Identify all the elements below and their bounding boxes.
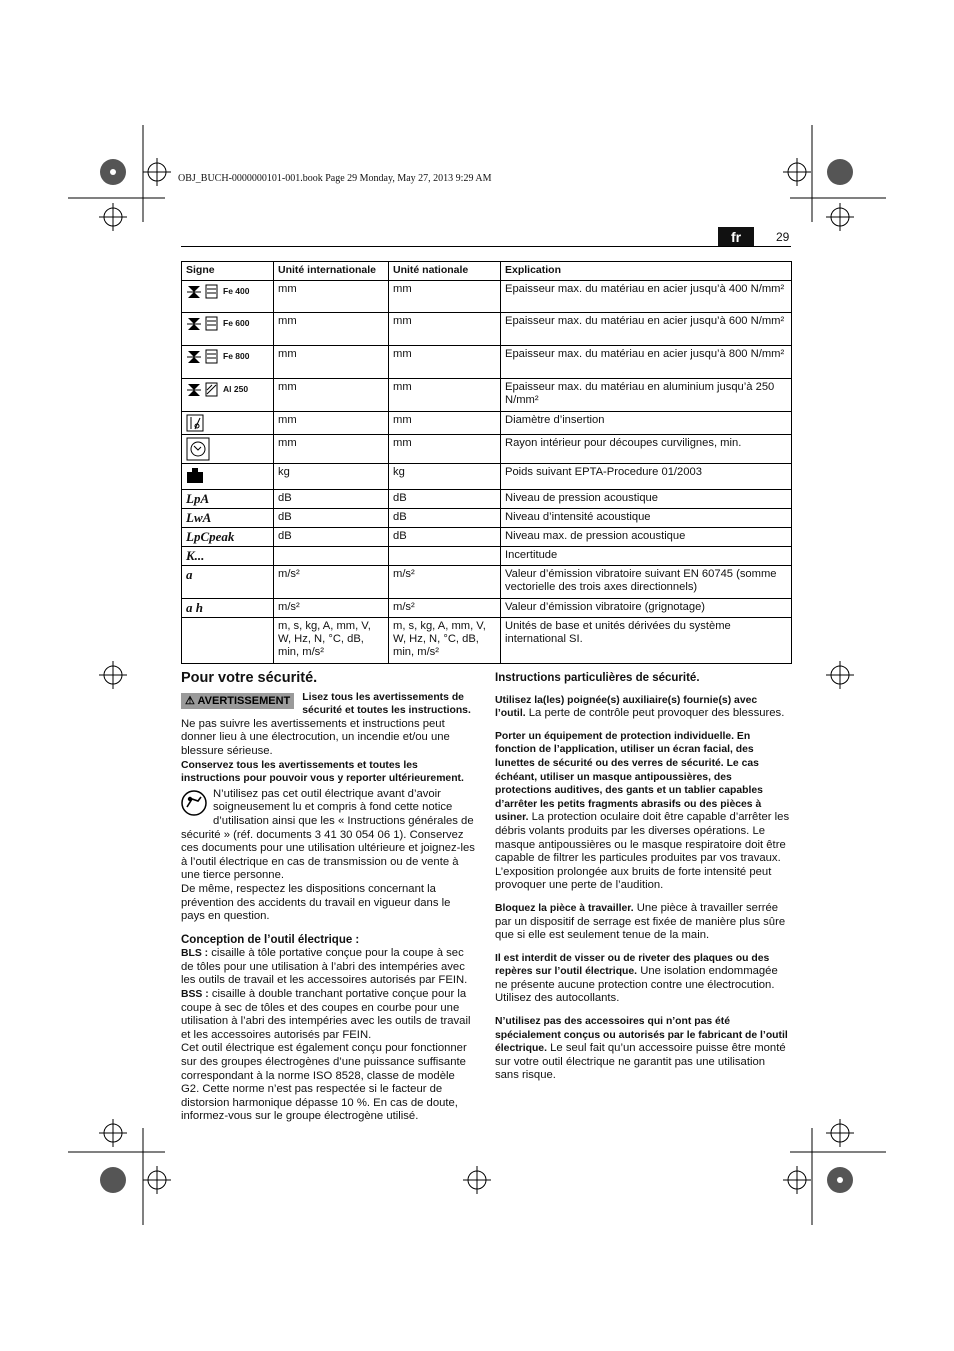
keep-instructions: Conservez tous les avertissements et toutes les instructions pour pouvoir vous y reporter ultérieurement. [181, 759, 464, 785]
p1-bold: Utilisez la(les) poignée(s) auxiliaire(s) fournie(s) avec l’outil. [495, 694, 758, 720]
col-header-natl: Unité nationale [389, 262, 501, 281]
special-instructions-title: Instructions particulières de sécurité. [495, 672, 700, 684]
page-number: 29 [776, 230, 790, 244]
sign-label: a [186, 567, 193, 582]
header-rule [181, 246, 791, 247]
left-column [181, 672, 476, 1124]
table-row [182, 599, 792, 618]
cut-thickness-aluminium-icon [186, 381, 220, 397]
sign-cell [182, 618, 274, 664]
col-header-expl: Explication [501, 262, 792, 281]
sign-cell [182, 599, 274, 618]
sign-label: Al 250 [223, 383, 249, 394]
design-title: Conception de l’outil électrique : [181, 933, 360, 946]
cut-thickness-steel-icon [186, 315, 220, 331]
specs-table [181, 261, 792, 664]
accident-text: De même, respectez les dispositions concernant la prévention des accidents du travail en vigueur dans le pays en question. [181, 882, 451, 923]
sign-label: LpA [186, 491, 210, 506]
table-row [182, 412, 792, 435]
table-row [182, 566, 792, 599]
curve-radius-icon [186, 437, 210, 461]
table-row [182, 435, 792, 464]
explanation-cell: Epaisseur max. du matériau en acier jusqu’à 600 N/mm² [501, 313, 792, 346]
warning-label: AVERTISSEMENT [197, 694, 291, 707]
p1-text: La perte de contrôle peut provoquer des blessures. [528, 707, 785, 720]
natl-unit-cell: mm [389, 313, 501, 346]
natl-unit-cell: mm [389, 346, 501, 379]
natl-unit-cell: dB [389, 509, 501, 528]
natl-unit-cell [389, 547, 501, 566]
intl-unit-cell: m/s² [274, 599, 389, 618]
bls-text: cisaille à tôle portative conçue pour la coupe à sec de tôles pour une utilisation à l’abri des intempéries avec les outils de travail et les accessoires autorisés par FEIN. [181, 947, 468, 987]
natl-unit-cell: mm [389, 435, 501, 464]
sign-cell [182, 566, 274, 599]
intl-unit-cell: mm [274, 281, 389, 313]
explanation-cell: Valeur d’émission vibratoire (grignotage) [501, 599, 792, 618]
natl-unit-cell: mm [389, 281, 501, 313]
explanation-cell: Epaisseur max. du matériau en acier jusqu’à 800 N/mm² [501, 346, 792, 379]
weight-icon [186, 466, 204, 484]
safety-title: Pour votre sécurité. [181, 670, 318, 686]
sign-cell [182, 313, 274, 346]
sign-cell [182, 346, 274, 379]
bls-label: BLS : [181, 948, 209, 960]
natl-unit-cell: m/s² [389, 599, 501, 618]
table-row [182, 528, 792, 547]
sign-cell [182, 281, 274, 313]
sign-cell [182, 528, 274, 547]
p3-bold: Bloquez la pièce à travailler. [495, 902, 634, 914]
explanation-cell: Unités de base et unités dérivées du système international SI. [501, 618, 792, 664]
explanation-cell: Niveau de pression acoustique [501, 490, 792, 509]
language-tab: fr [718, 227, 754, 247]
explanation-cell: Diamètre d’insertion [501, 412, 792, 435]
cut-thickness-steel-icon [186, 283, 220, 299]
bss-label: BSS : [181, 989, 209, 1001]
sign-cell [182, 509, 274, 528]
natl-unit-cell: mm [389, 379, 501, 412]
p2-text: La protection oculaire doit être capable d’arrêter les débris volants produits par les diverses opérations. Le masque antipoussières ou le masque respiratoire doit être capable de filtrer les particules produites par vos travaux. L’exposition prolongée aux bruits de forte intensité peut provoquer une perte de l’audition. [495, 811, 790, 892]
intl-unit-cell: m, s, kg, A, mm, V, W, Hz, N, °C, dB, min, m/s² [274, 618, 389, 664]
p4-bold: Il est interdit de visser ou de riveter des plaques ou des repères sur l’outil électrique. [495, 952, 770, 978]
file-header: OBJ_BUCH-0000000101-001.book Page 29 Monday, May 27, 2013 9:29 AM [178, 173, 492, 184]
table-row [182, 346, 792, 379]
p4-text: Une isolation endommagée ne présente aucune protection contre une électrocution. Utilisez des autocollants. [495, 965, 778, 1005]
manual-text: N’utilisez pas cet outil électrique avant d’avoir soigneusement lu et compris à fond cette notice d’utilisation ainsi que les « Instructions générales de sécurité » (réf. documents 3 41 30 054 06 1). Conservez ces documents pour une utilisation ultérieure et joignez-les à l’outil électrique en cas de transmission ou de vente à une tierce personne. [181, 787, 475, 882]
natl-unit-cell: mm [389, 412, 501, 435]
explanation-cell: Epaisseur max. du matériau en aluminium jusqu’à 250 N/mm² [501, 379, 792, 412]
explanation-cell: Epaisseur max. du matériau en acier jusqu’à 400 N/mm² [501, 281, 792, 313]
table-row [182, 490, 792, 509]
explanation-cell: Poids suivant EPTA-Procedure 01/2003 [501, 464, 792, 490]
warning-text: Ne pas suivre les avertissements et instructions peut donner lieu à une électrocution, un incendie et/ou une blessure sérieuse. [181, 717, 450, 757]
col-header-sign: Signe [182, 262, 274, 281]
warning-badge [181, 693, 294, 709]
sign-label: Fe 400 [223, 285, 250, 296]
intl-unit-cell: mm [274, 412, 389, 435]
table-row [182, 379, 792, 412]
table-row [182, 547, 792, 566]
warning-bold: Lisez tous les avertissements de sécurité et toutes les instructions. [302, 691, 471, 717]
sign-label: Fe 800 [223, 350, 250, 361]
intl-unit-cell: mm [274, 346, 389, 379]
p3-text: Une pièce à travailler serrée par un dispositif de serrage est fixée de manière plus sûre que si elle est seulement tenue de la main. [495, 901, 786, 942]
sign-cell [182, 547, 274, 566]
natl-unit-cell: dB [389, 528, 501, 547]
sign-label: a h [186, 600, 203, 615]
sign-cell [182, 490, 274, 509]
sign-cell [182, 435, 274, 464]
explanation-cell: Incertitude [501, 547, 792, 566]
sign-cell [182, 379, 274, 412]
intl-unit-cell [274, 547, 389, 566]
p2-bold: Porter un équipement de protection individuelle. En fonction de l’application, utiliser un écran facial, des lunettes de sécurité ou des verres de sécurité. Le cas échéant, utiliser un masque antipoussières, des protections auditives, des gants et un tablier capables d’arrêter les petits fragments abrasifs ou des pièces à usiner. [495, 730, 763, 824]
explanation-cell: Niveau d’intensité acoustique [501, 509, 792, 528]
explanation-cell: Valeur d’émission vibratoire suivant EN 60745 (somme vectorielle des trois axes directionnels) [501, 566, 792, 599]
table-row [182, 313, 792, 346]
intl-unit-cell: mm [274, 379, 389, 412]
intl-unit-cell: mm [274, 313, 389, 346]
p5-bold: N’utilisez pas des accessoires qui n’ont pas été spécialement conçus ou autorisés par le fabricant de l’outil électrique. [495, 1016, 788, 1055]
natl-unit-cell: kg [389, 464, 501, 490]
explanation-cell: Niveau max. de pression acoustique [501, 528, 792, 547]
col-header-intl: Unité internationale [274, 262, 389, 281]
sign-cell [182, 412, 274, 435]
intl-unit-cell: dB [274, 528, 389, 547]
sign-cell [182, 464, 274, 490]
cut-thickness-steel-icon [186, 348, 220, 364]
sign-label: LwA [186, 510, 212, 525]
natl-unit-cell: m/s² [389, 566, 501, 599]
sign-label: Fe 600 [223, 317, 250, 328]
explanation-cell: Rayon intérieur pour découpes curvilignes, min. [501, 435, 792, 464]
p5-text: Le seul fait qu’un accessoire puisse être monté sur votre outil électrique ne garantit pas une utilisation sans risque. [495, 1042, 786, 1082]
intl-unit-cell: dB [274, 509, 389, 528]
table-row [182, 509, 792, 528]
intl-unit-cell: dB [274, 490, 389, 509]
bss-text: cisaille à double tranchant portative conçue pour la coupe à sec de tôles et des coupes en courbe pour une utilisation à l’abri des intempéries avec les outils de travail et les accessoires autorisés par FEIN. [181, 988, 471, 1041]
read-manual-icon [181, 790, 207, 816]
insertion-diameter-icon [186, 414, 204, 432]
intl-unit-cell: m/s² [274, 566, 389, 599]
intl-unit-cell: kg [274, 464, 389, 490]
natl-unit-cell: dB [389, 490, 501, 509]
sign-label: K... [186, 548, 205, 563]
right-column [495, 672, 790, 1083]
intl-unit-cell: mm [274, 435, 389, 464]
table-row [182, 464, 792, 490]
generator-text: Cet outil électrique est également conçu pour fonctionner sur des groupes électrogènes d’une puissance suffisante correspondant à la norme ISO 8528, classe de modèle G2. Cette norme n’est pas respectée si le facteur de distorsion harmonique dépasse 10 %. En cas de doute, informez-vous sur le groupe électrogène utilisé. [181, 1042, 467, 1123]
table-header-row [182, 262, 792, 281]
sign-label: LpCpeak [186, 529, 235, 544]
warning-triangle-icon: ⚠ [185, 694, 195, 707]
table-row [182, 281, 792, 313]
natl-unit-cell: m, s, kg, A, mm, V, W, Hz, N, °C, dB, min, m/s² [389, 618, 501, 664]
table-row [182, 618, 792, 664]
